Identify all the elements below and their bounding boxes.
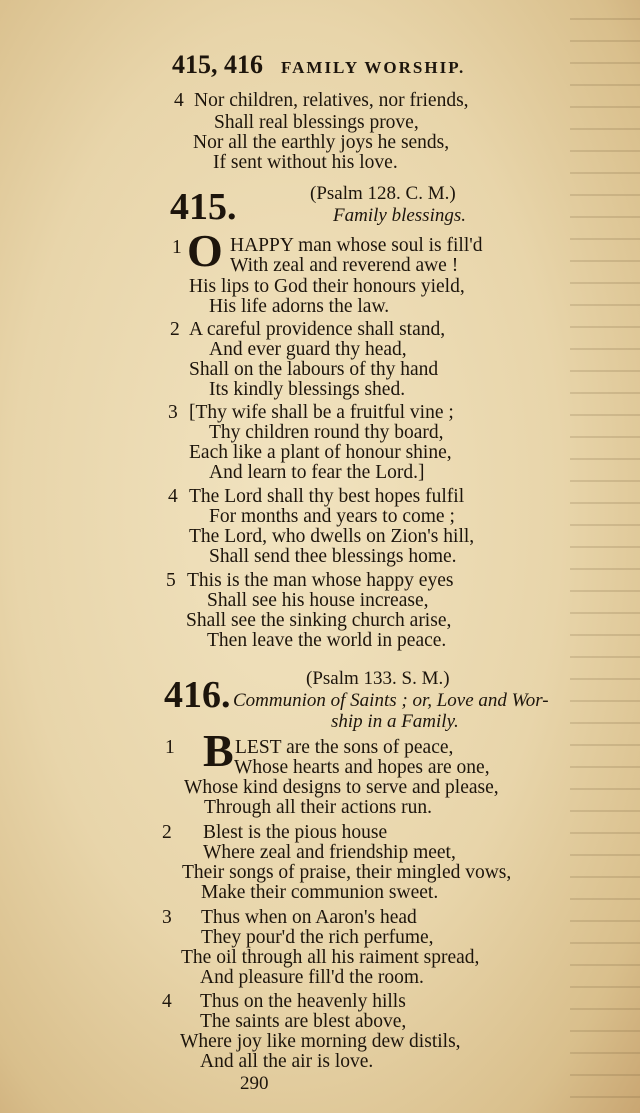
verse-line: [Thy wife shall be a fruitful vine ;	[189, 402, 454, 423]
verse-line: Where joy like morning dew distils,	[180, 1031, 461, 1052]
bleed-through-shadow	[570, 0, 640, 1113]
verse-line: Blest is the pious house	[203, 822, 388, 843]
verse-number: 2	[162, 822, 172, 843]
verse-number: 4	[174, 90, 184, 111]
verse-line: His life adorns the law.	[209, 296, 390, 317]
verse-line: The Lord, who dwells on Zion's hill,	[189, 526, 475, 547]
verse-line: Its kindly blessings shed.	[209, 379, 406, 400]
verse-line: Shall send thee blessings home.	[209, 546, 457, 567]
verse-line: Through all their actions run.	[204, 797, 432, 818]
verse-line: A careful providence shall stand,	[189, 319, 446, 340]
verse-number: 3	[168, 402, 178, 423]
verse-line: If sent without his love.	[213, 152, 398, 173]
verse-number: 2	[170, 319, 180, 340]
hymn-subtitle: ship in a Family.	[331, 711, 459, 732]
hymn-reference: (Psalm 128. C. M.)	[310, 183, 456, 204]
verse-number: 4	[168, 486, 178, 507]
verse-line: The oil through all his raiment spread,	[181, 947, 480, 968]
verse-number: 1	[165, 737, 175, 758]
verse-line: Shall on the labours of thy hand	[189, 359, 439, 380]
verse-line: Each like a plant of honour shine,	[189, 442, 452, 463]
running-header	[172, 50, 465, 80]
verse-line: Nor children, relatives, nor friends,	[194, 90, 469, 111]
verse-line: Thus on the heavenly hills	[200, 991, 406, 1012]
verse-line: And learn to fear the Lord.]	[209, 462, 425, 483]
verse-line: And pleasure fill'd the room.	[200, 967, 424, 988]
verse-line: For months and years to come ;	[209, 506, 455, 527]
verse-line: Their songs of praise, their mingled vows,	[182, 862, 512, 883]
header-page-numbers: 415, 416	[172, 50, 263, 79]
verse-line: Shall real blessings prove,	[214, 112, 419, 133]
hymn-subtitle: Family blessings.	[333, 205, 466, 226]
verse-line: LEST are the sons of peace,	[235, 737, 454, 758]
hymn-subtitle: Communion of Saints ; or, Love and Wor-	[233, 690, 549, 711]
footer-page-number: 290	[240, 1073, 269, 1094]
verse-number: 3	[162, 907, 172, 928]
verse-line: They pour'd the rich perfume,	[201, 927, 434, 948]
hymn-number: 416.	[164, 674, 231, 716]
header-title: FAMILY WORSHIP.	[281, 58, 466, 77]
verse-line: Nor all the earthly joys he sends,	[193, 132, 450, 153]
hymn-number: 415.	[170, 186, 237, 228]
drop-cap: O	[187, 225, 223, 276]
verse-line: Shall see the sinking church arise,	[186, 610, 452, 631]
verse-line: HAPPY man whose soul is fill'd	[230, 235, 483, 256]
verse-line: Thus when on Aaron's head	[201, 907, 417, 928]
hymn-reference: (Psalm 133. S. M.)	[306, 668, 450, 689]
verse-number: 5	[166, 570, 176, 591]
verse-line: Whose kind designs to serve and please,	[184, 777, 499, 798]
verse-line: The Lord shall thy best hopes fulfil	[189, 486, 465, 507]
verse-line: Make their communion sweet.	[201, 882, 439, 903]
verse-number: 4	[162, 991, 172, 1012]
verse-line: His lips to God their honours yield,	[189, 276, 465, 297]
verse-line: With zeal and reverend awe !	[230, 255, 459, 276]
verse-line: The saints are blest above,	[200, 1011, 407, 1032]
verse-line: This is the man whose happy eyes	[187, 570, 454, 591]
verse-line: Then leave the world in peace.	[207, 630, 447, 651]
verse-line: Shall see his house increase,	[207, 590, 429, 611]
drop-cap: B	[203, 725, 234, 776]
verse-number: 1	[172, 237, 182, 258]
verse-line: And all the air is love.	[200, 1051, 374, 1072]
verse-line: And ever guard thy head,	[209, 339, 407, 360]
verse-line: Whose hearts and hopes are one,	[234, 757, 490, 778]
verse-line: Where zeal and friendship meet,	[203, 842, 456, 863]
verse-line: Thy children round thy board,	[209, 422, 444, 443]
